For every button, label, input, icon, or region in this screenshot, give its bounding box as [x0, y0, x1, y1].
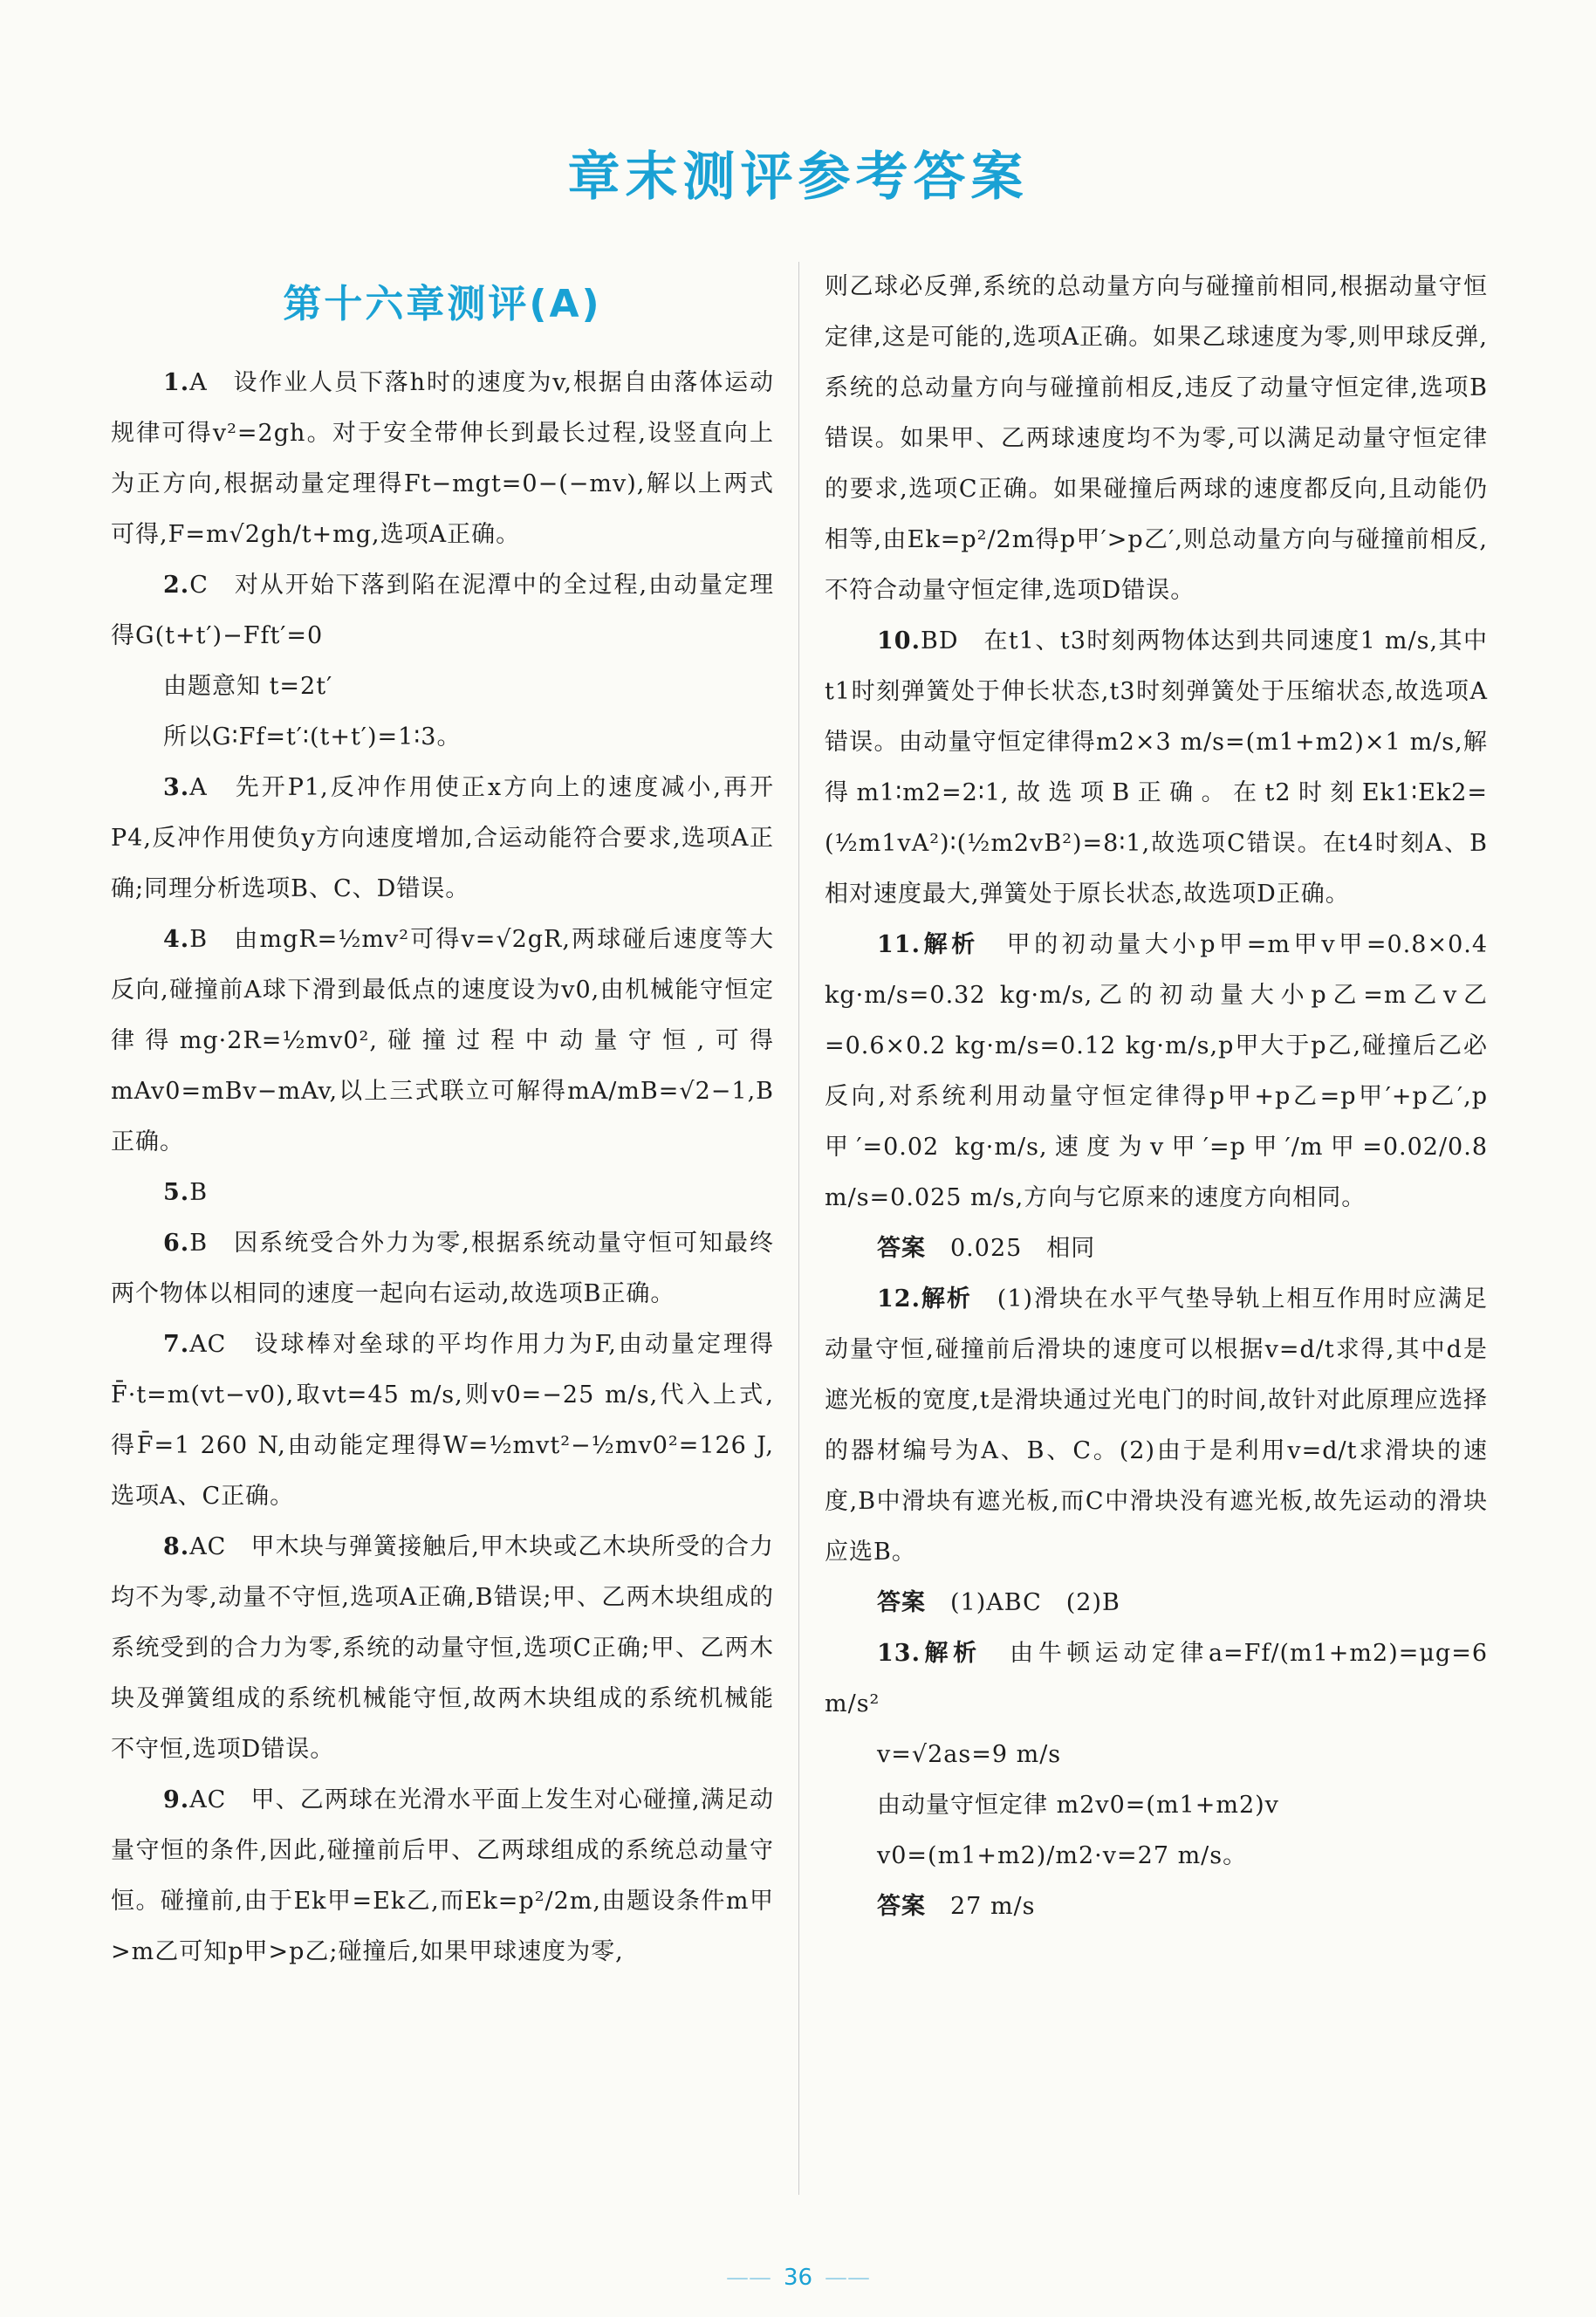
- page-title: 章末测评参考答案: [567, 147, 1029, 208]
- answer-label: C: [189, 572, 209, 599]
- right-column: [825, 262, 1488, 1932]
- answer-label: AC: [189, 1533, 227, 1560]
- question-number: 10.: [877, 627, 921, 655]
- footer-rule-left: ——: [725, 2265, 771, 2291]
- answer-label: A: [189, 774, 208, 801]
- answer-text: 先开P1,反冲作用使正x方向上的速度减小,再开P4,反冲作用使负y方向速度增加,合运动能符合要求,选项A正确;同理分析选项B、C、D错误。: [111, 774, 774, 902]
- question-number: 4.: [163, 926, 190, 953]
- answer-3: [111, 763, 774, 915]
- question-number: 5.: [163, 1179, 190, 1206]
- answer-13-line-4: v0=(m1+m2)/m2·v=27 m/s。: [877, 1842, 1248, 1869]
- answer-11: [825, 920, 1488, 1224]
- question-number: 8.: [163, 1533, 190, 1560]
- answer-text: 由mgR=½mv²可得v=√2gR,两球碰后速度等大反向,碰撞前A球下滑到最低点的速度设为v0,由机械能守恒定律得mg·2R=½mv0²,碰撞过程中动量守恒,可得mAv0=mBv−mAv,以上三式联立可解得mA/mB=√2−1,B正确。: [111, 926, 774, 1155]
- page-number: 36: [783, 2265, 813, 2291]
- column-divider: [798, 262, 799, 2195]
- result-text: 0.025 相同: [950, 1235, 1096, 1262]
- answer-label: AC: [189, 1331, 227, 1358]
- answer-label: A: [189, 369, 208, 396]
- footer-rule-right: ——: [825, 2265, 871, 2291]
- answer-12-result: [825, 1578, 1488, 1628]
- answer-label: BD: [920, 627, 959, 655]
- answer-13-line-2: v=√2as=9 m/s: [877, 1741, 1062, 1768]
- analysis-label: 解析: [920, 1640, 982, 1667]
- answer-2-line-3: 所以G∶Ff=t′∶(t+t′)=1∶3。: [163, 723, 462, 751]
- chapter-title: 第十六章测评(A): [283, 282, 602, 326]
- answer-12: [825, 1274, 1488, 1578]
- answer-label: B: [189, 1179, 209, 1206]
- question-number: 11.: [877, 931, 921, 958]
- answer-text: 对从开始下落到陷在泥潭中的全过程,由动量定理得G(t+t′)−Fft′=0: [111, 572, 774, 649]
- answer-1: [111, 358, 774, 560]
- question-number: 7.: [163, 1331, 190, 1358]
- answer-4: [111, 915, 774, 1168]
- answer-11-result: [825, 1224, 1488, 1274]
- question-number: 6.: [163, 1230, 190, 1257]
- answer-label: AC: [189, 1786, 227, 1813]
- question-number: 2.: [163, 572, 190, 599]
- answer-text: 甲、乙两球在光滑水平面上发生对心碰撞,满足动量守恒的条件,因此,碰撞前后甲、乙两球组成的系统总动量守恒。碰撞前,由于Ek甲=Ek乙,而Ek=p²/2m,由题设条件m甲>m乙可知p甲>p乙;碰撞后,如果甲球速度为零,: [111, 1786, 774, 1965]
- answer-text: 因系统受合外力为零,根据系统动量守恒可知最终两个物体以相同的速度一起向右运动,故选项B正确。: [111, 1230, 775, 1307]
- answer-text: 甲木块与弹簧接触后,甲木块或乙木块所受的合力均不为零,动量不守恒,选项A正确,B错误;甲、乙两木块组成的系统受到的合力为零,系统的动量守恒,选项C正确;甲、乙两木块及弹簧组成的系统机械能守恒,故两木块组成的系统机械能不守恒,选项D错误。: [111, 1533, 774, 1763]
- analysis-label: 解析: [920, 931, 979, 958]
- answer-text: 设作业人员下落h时的速度为v,根据自由落体运动规律可得v²=2gh。对于安全带伸长到最长过程,设竖直向上为正方向,根据动量定理得Ft−mgt=0−(−mv),解以上两式可得,F=m√2gh/t+mg,选项A正确。: [111, 369, 774, 548]
- answer-2-line-2: 由题意知 t=2t′: [163, 673, 333, 700]
- answer-9: [111, 1775, 774, 1978]
- analysis-label: 解析: [920, 1285, 972, 1313]
- result-text: (1)ABC (2)B: [950, 1589, 1120, 1616]
- answer-text: 设球棒对垒球的平均作用力为F,由动量定理得F̄·t=m(vt−v0),取vt=45 m/s,则v0=−25 m/s,代入上式,得F̄=1 260 N,由动能定理得W=½mvt²−½mv0²=126 J,选项A、C正确。: [111, 1331, 774, 1510]
- answer-13-result: [825, 1882, 1488, 1932]
- left-column: [111, 272, 774, 1978]
- answer-8: [111, 1522, 774, 1775]
- page-number-footer: [0, 2265, 1596, 2291]
- answer-label: B: [189, 926, 209, 953]
- answer-7: [111, 1320, 774, 1522]
- answer-text: 由牛顿运动定律a=Ff/(m1+m2)=μg=6 m/s²: [825, 1640, 1488, 1717]
- result-label: 答案: [877, 1589, 926, 1616]
- answer-text: (1)滑块在水平气垫导轨上相互作用时应满足动量守恒,碰撞前后滑块的速度可以根据v=d/t求得,其中d是遮光板的宽度,t是滑块通过光电门的时间,故针对此原理应选择的器材编号为A、B、C。(2)由于是利用v=d/t求滑块的速度,B中滑块有遮光板,而C中滑块没有遮光板,故先运动的滑块应选B。: [825, 1285, 1489, 1566]
- answer-10: [825, 616, 1488, 920]
- result-text: 27 m/s: [950, 1893, 1036, 1920]
- question-number: 9.: [163, 1786, 190, 1813]
- answer-5: [111, 1168, 774, 1218]
- question-number: 13.: [877, 1640, 921, 1667]
- answer-text: 甲的初动量大小p甲=m甲v甲=0.8×0.4 kg·m/s=0.32 kg·m/s,乙的初动量大小p乙=m乙v乙=0.6×0.2 kg·m/s=0.12 kg·m/s,p甲大于p乙,碰撞后乙必反向,对系统利用动量守恒定律得p甲+p乙=p甲′+p乙′,p甲′=0.02 kg·m/s,速度为v甲′=p甲′/m甲=0.02/0.8 m/s=0.025 m/s,方向与它原来的速度方向相同。: [825, 931, 1489, 1211]
- answer-13-line-3: 由动量守恒定律 m2v0=(m1+m2)v: [877, 1792, 1279, 1819]
- answer-label: B: [189, 1230, 209, 1257]
- answer-text: 在t1、t3时刻两物体达到共同速度1 m/s,其中t1时刻弹簧处于伸长状态,t3时刻弹簧处于压缩状态,故选项A错误。由动量守恒定律得m2×3 m/s=(m1+m2)×1 m/s,解得m1∶m2=2∶1,故选项B正确。在t2时刻Ek1∶Ek2=(½m1vA²)∶(½m2vB²)=8∶1,故选项C错误。在t4时刻A、B相对速度最大,弹簧处于原长状态,故选项D正确。: [825, 627, 1488, 908]
- answer-6: [111, 1218, 774, 1320]
- result-label: 答案: [877, 1235, 926, 1262]
- question-number: 3.: [163, 774, 190, 801]
- question-number: 12.: [877, 1285, 921, 1313]
- answer-9-continued: 则乙球必反弹,系统的总动量方向与碰撞前相同,根据动量守恒定律,这是可能的,选项A正确。如果乙球速度为零,则甲球反弹,系统的总动量方向与碰撞前相反,违反了动量守恒定律,选项B错误。如果甲、乙两球速度均不为零,可以满足动量守恒定律的要求,选项C正确。如果碰撞后两球的速度都反向,且动能仍相等,由Ek=p²/2m得p甲′>p乙′,则总动量方向与碰撞前相反,不符合动量守恒定律,选项D错误。: [825, 273, 1488, 604]
- result-label: 答案: [877, 1893, 926, 1920]
- answer-13: [825, 1628, 1488, 1730]
- question-number: 1.: [163, 369, 190, 396]
- answer-2: [111, 560, 774, 662]
